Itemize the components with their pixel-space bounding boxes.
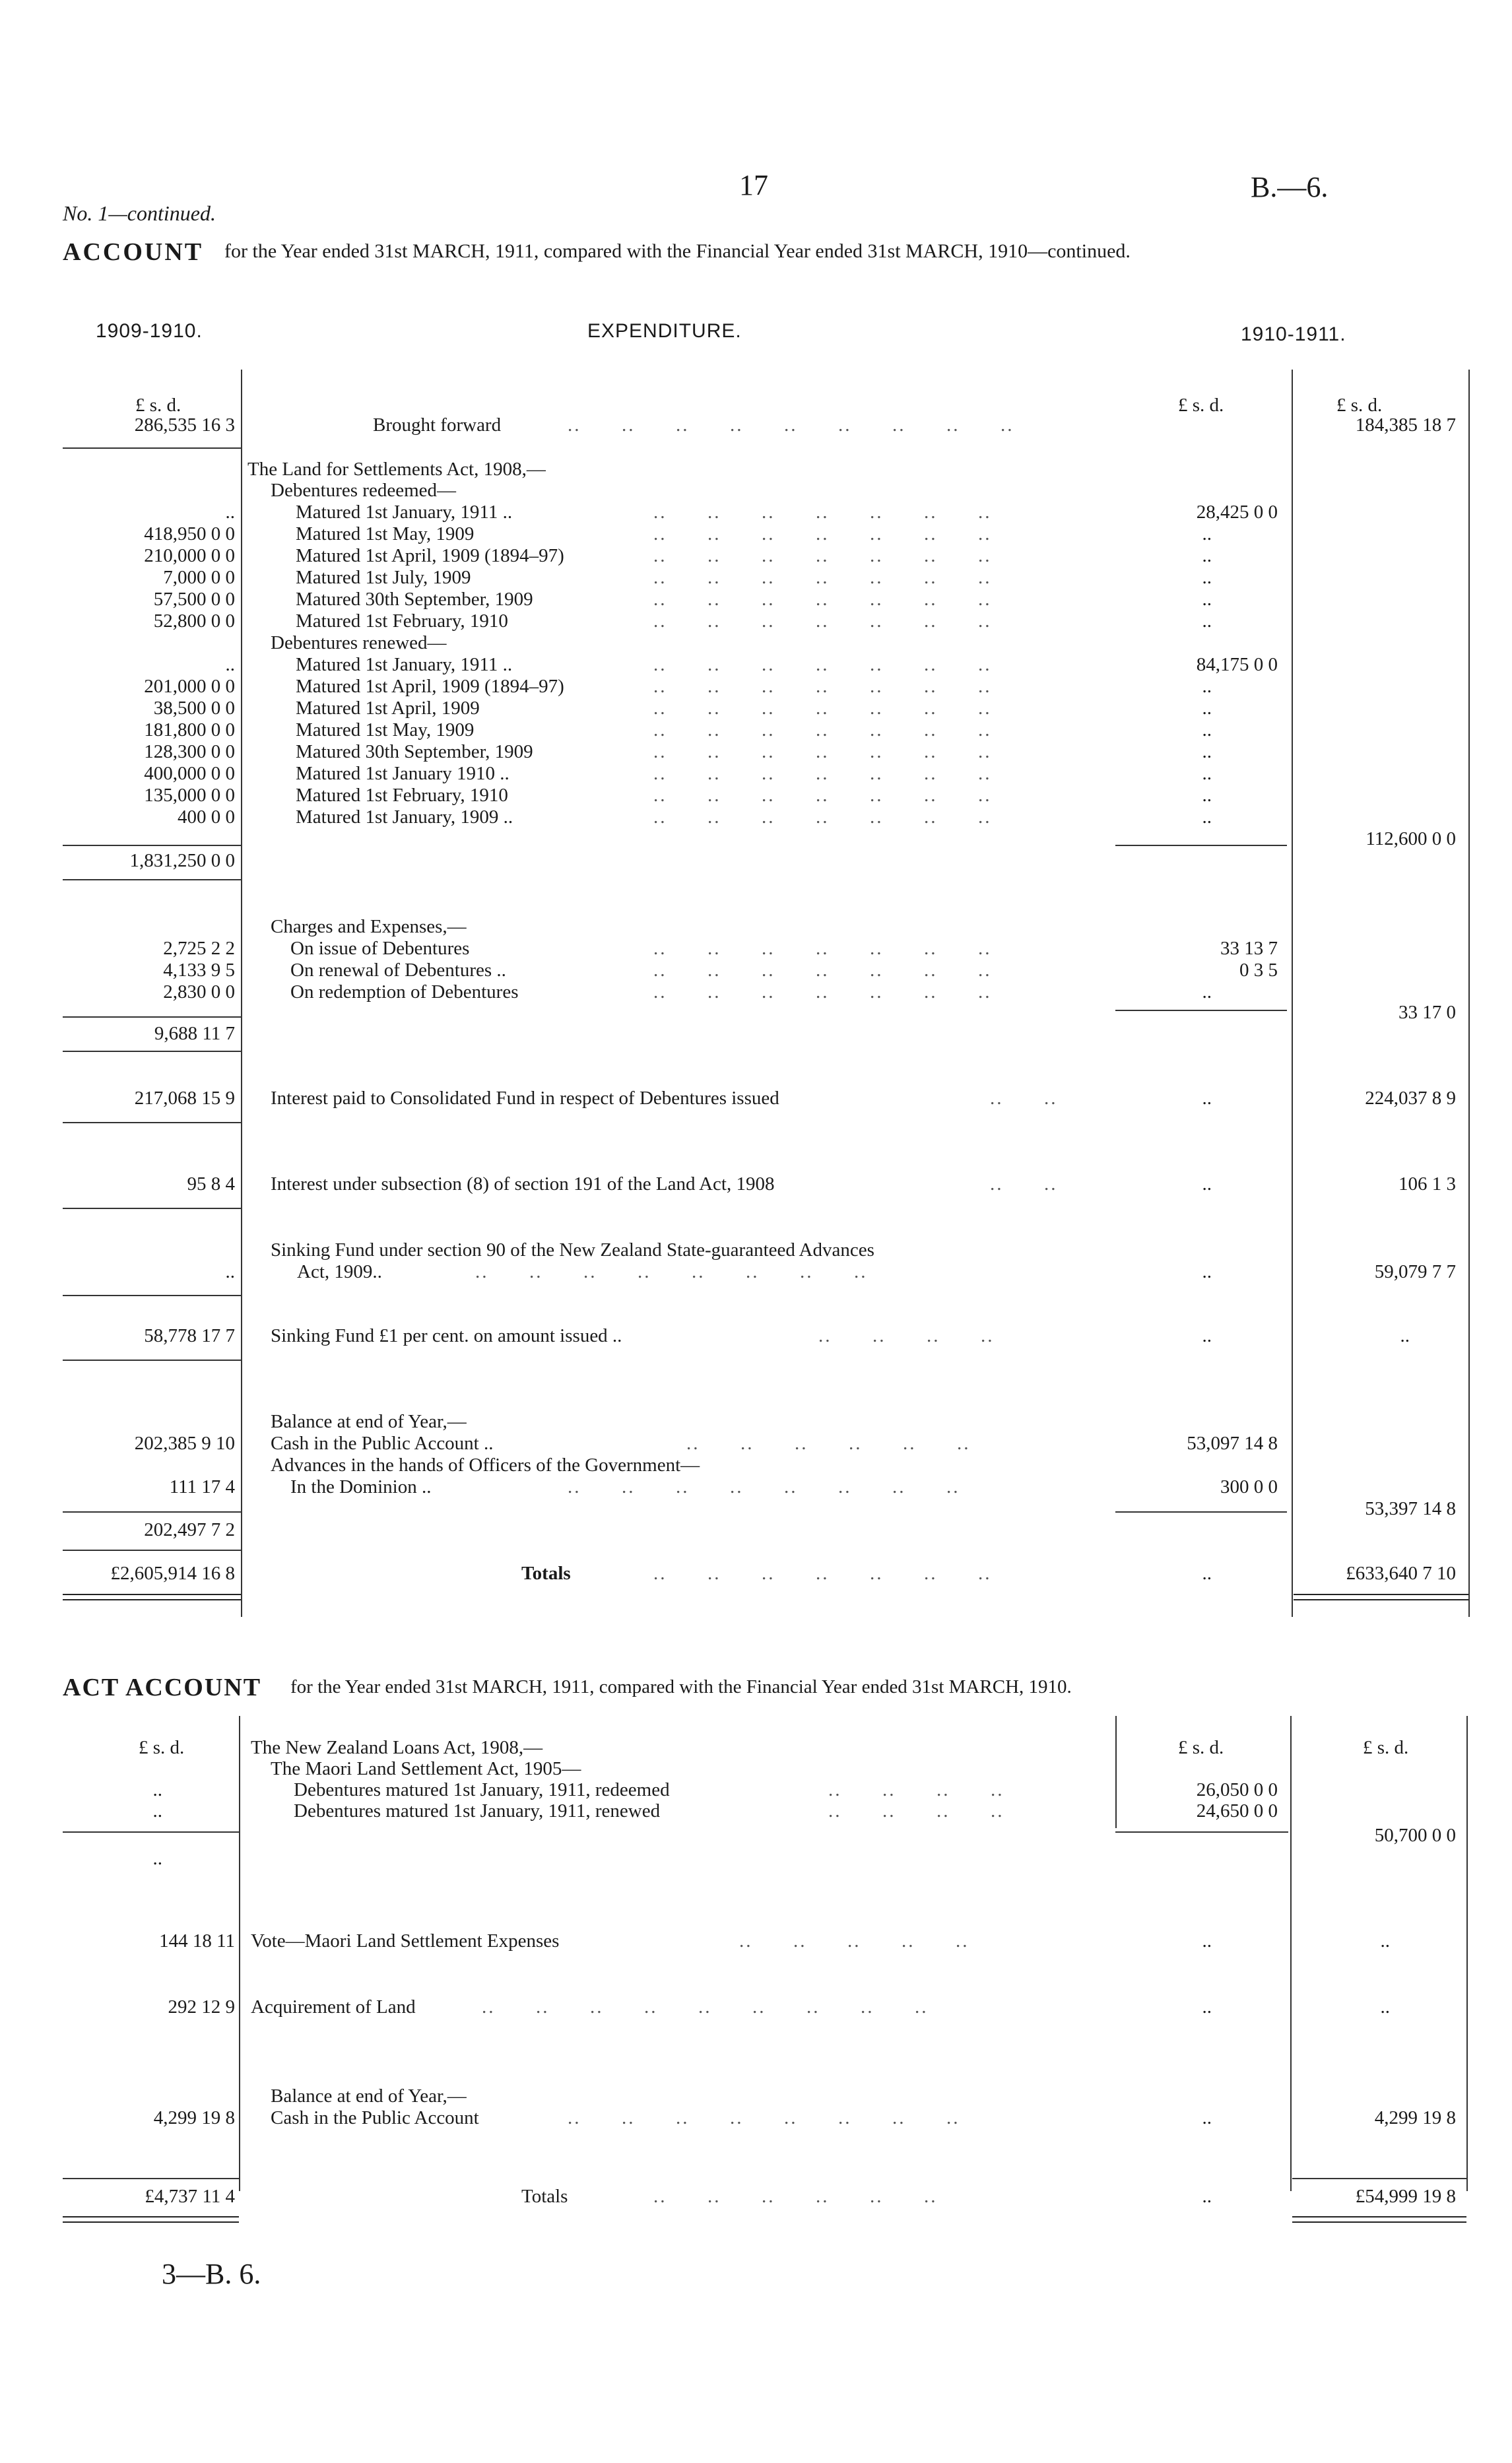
p2-row-mid: 24,650 0 0 — [1196, 1800, 1278, 1822]
sinking90-dots: .. .. .. .. .. .. .. .. — [475, 1261, 868, 1282]
sinking1-mid: .. — [1202, 1325, 1212, 1346]
p2-rule-inner — [1115, 1716, 1117, 1828]
bf-rule — [63, 447, 241, 449]
table-row-mid: .. — [1202, 763, 1212, 784]
table-row-mid: .. — [1202, 567, 1212, 588]
p2-cash-label: Cash in the Public Account — [271, 2107, 479, 2128]
table-row-mid: .. — [1202, 589, 1212, 610]
vote-left: 144 18 11 — [159, 1930, 235, 1952]
balance-subtotal-rule-mid — [1115, 1511, 1287, 1513]
left-year-header: 1909-1910. — [96, 320, 203, 342]
deb-total-left: 1,831,250 0 0 — [129, 850, 235, 871]
act-account-title: for the Year ended 31st MARCH, 1911, compared with the Financial Year ended 31st MARCH, 1910. — [290, 1676, 1072, 1697]
p2-deb-total-left: .. — [152, 1848, 162, 1869]
totals-rule-right-2 — [1294, 1599, 1468, 1600]
table-row-label: Matured 1st April, 1909 (1894–97) — [296, 676, 564, 697]
signature-mark: 3—B. 6. — [162, 2258, 261, 2290]
p2-totals-rule-right-1 — [1292, 2216, 1466, 2217]
table-row-mid: .. — [1202, 698, 1212, 719]
deb-total-right: 112,600 0 0 — [1365, 828, 1456, 849]
p2-totals-left: £4,737 11 4 — [145, 2186, 235, 2207]
advances-heading: Advances in the hands of Officers of the Government— — [271, 1455, 700, 1476]
charge-dots: .. .. .. .. .. .. .. — [653, 981, 992, 1002]
sinking1-rule — [63, 1360, 241, 1361]
p2-row-dots: .. .. .. .. — [828, 1779, 1004, 1800]
no-label: No. 1—continued. — [63, 201, 216, 225]
charges-total-rule — [63, 1051, 241, 1052]
p2-totals-mid: .. — [1202, 2186, 1212, 2207]
sinking90-label1: Sinking Fund under section 90 of the New Zealand State-guaranteed Advances — [271, 1239, 874, 1261]
interest-cf-right: 224,037 8 9 — [1365, 1088, 1456, 1109]
bf-dots: .. .. .. .. .. .. .. .. .. — [568, 414, 1014, 436]
table-row-mid: .. — [1202, 785, 1212, 806]
interest-cf-mid: .. — [1202, 1088, 1212, 1109]
acquirement-right: .. — [1380, 1996, 1390, 2018]
p2-currency-right: £ s. d. — [1363, 1737, 1409, 1758]
table-row-label: Matured 30th September, 1909 — [296, 741, 533, 762]
table-row-mid: 28,425 0 0 — [1196, 502, 1278, 523]
totals-rule-left-2 — [63, 1599, 241, 1600]
p2-row-label: Debentures matured 1st January, 1911, renewed — [294, 1800, 661, 1822]
charge-left: 2,830 0 0 — [163, 981, 235, 1002]
charges-total-left: 9,688 11 7 — [154, 1023, 235, 1044]
bf-left: 286,535 16 3 — [134, 414, 235, 436]
cash-public-dots: .. .. .. .. .. .. — [686, 1433, 971, 1454]
charge-mid: 33 13 7 — [1220, 938, 1278, 959]
vote-label: Vote—Maori Land Settlement Expenses — [251, 1930, 560, 1952]
balance-total-right: 53,397 14 8 — [1365, 1498, 1456, 1519]
charges-subtotal-rule-mid — [1115, 1010, 1287, 1011]
table-row-left: 418,950 0 0 — [144, 523, 235, 544]
table-row-left: 210,000 0 0 — [144, 545, 235, 566]
p2-rule-mid — [1290, 1716, 1292, 2191]
table-row-label: Matured 1st February, 1910 — [296, 785, 508, 806]
charge-mid: 0 3 5 — [1239, 960, 1278, 981]
interest-sub-mid: .. — [1202, 1173, 1212, 1195]
document-ref: B.—6. — [1251, 171, 1329, 203]
sinking1-right: .. — [1400, 1325, 1410, 1346]
p2-totals-right: £54,999 19 8 — [1355, 2186, 1456, 2207]
sinking90-left: .. — [225, 1261, 235, 1282]
p2-subtotal-rule-left — [63, 1831, 239, 1833]
table-row-label: Matured 1st April, 1909 — [296, 698, 480, 719]
p2-cash-left: 4,299 19 8 — [153, 2107, 235, 2128]
table-row-left: 128,300 0 0 — [144, 741, 235, 762]
table-row-left: 201,000 0 0 — [144, 676, 235, 697]
right-year-header: 1910-1911. — [1241, 323, 1346, 345]
table-row-left: .. — [225, 502, 235, 523]
interest-sub-rule — [63, 1208, 241, 1209]
sinking1-dots: .. .. .. .. — [818, 1325, 995, 1346]
charge-label: On renewal of Debentures .. — [290, 960, 506, 981]
p2-totals-label: Totals — [521, 2186, 568, 2207]
sinking90-label2: Act, 1909.. — [297, 1261, 382, 1282]
expenditure-header: EXPENDITURE. — [587, 320, 742, 342]
table-row-mid: .. — [1202, 523, 1212, 544]
in-dominion-label: In the Dominion .. — [290, 1476, 432, 1497]
vote-mid: .. — [1202, 1930, 1212, 1952]
interest-cf-rule — [63, 1122, 241, 1123]
table-row-mid: .. — [1202, 676, 1212, 697]
table-row-label: Matured 1st July, 1909 — [296, 567, 471, 588]
acquirement-label: Acquirement of Land — [251, 1996, 416, 2018]
bf-right: 184,385 18 7 — [1355, 414, 1456, 436]
currency-left: £ s. d. — [135, 395, 181, 416]
totals-rule-right-1 — [1294, 1594, 1468, 1595]
table-row-label: Matured 1st January, 1911 .. — [296, 502, 513, 523]
sinking90-mid: .. — [1202, 1261, 1212, 1282]
p2-cash-dots: .. .. .. .. .. .. .. .. — [568, 2107, 960, 2128]
interest-cf-label: Interest paid to Consolidated Fund in respect of Debentures issued — [271, 1088, 779, 1109]
deb-total-rule — [63, 879, 241, 880]
p2-rule-right — [1466, 1716, 1468, 2191]
account-word: ACCOUNT — [63, 238, 204, 266]
table-row-left: 7,000 0 0 — [163, 567, 235, 588]
acquirement-left: 292 12 9 — [168, 1996, 235, 2018]
loans-heading: The New Zealand Loans Act, 1908,— — [251, 1737, 543, 1758]
p2-balance-heading: Balance at end of Year,— — [271, 2085, 467, 2107]
charge-label: On redemption of Debentures — [290, 981, 519, 1002]
p2-cash-mid: .. — [1202, 2107, 1212, 2128]
p2-totals-rule-top-left — [63, 2178, 239, 2179]
currency-right: £ s. d. — [1336, 395, 1383, 416]
p2-row-left: .. — [152, 1800, 162, 1822]
totals-mid: .. — [1202, 1563, 1212, 1584]
balance-subtotal-rule-left — [63, 1511, 241, 1513]
currency-mid: £ s. d. — [1178, 395, 1224, 416]
p2-totals-rule-left-1 — [63, 2216, 239, 2217]
table-row-left: .. — [225, 654, 235, 675]
balance-heading: Balance at end of Year,— — [271, 1411, 467, 1432]
p2-row-label: Debentures matured 1st January, 1911, redeemed — [294, 1779, 670, 1800]
table-row-left: 57,500 0 0 — [153, 589, 235, 610]
charge-dots: .. .. .. .. .. .. .. — [653, 960, 992, 981]
interest-sub-left: 95 8 4 — [187, 1173, 235, 1195]
totals-dots: .. .. .. .. .. .. .. — [653, 1563, 992, 1584]
page-number: 17 — [739, 169, 768, 201]
table-row-label: Matured 1st January, 1911 .. — [296, 654, 513, 675]
charges-heading: Charges and Expenses,— — [271, 916, 467, 937]
p2-currency-left: £ s. d. — [139, 1737, 185, 1758]
charge-left: 2,725 2 2 — [163, 938, 235, 959]
p2-rule-left — [239, 1716, 240, 2191]
table-row-label: Matured 30th September, 1909 — [296, 589, 533, 610]
sinking90-rule — [63, 1295, 241, 1296]
table-row-mid: .. — [1202, 610, 1212, 632]
redeemed-heading: Debentures redeemed— — [271, 480, 457, 501]
table-row-mid: .. — [1202, 741, 1212, 762]
cash-public-mid: 53,097 14 8 — [1187, 1433, 1278, 1454]
p2-currency-mid: £ s. d. — [1178, 1737, 1224, 1758]
p2-row-dots: .. .. .. .. — [828, 1800, 1004, 1822]
totals-rule-left-1 — [63, 1594, 241, 1595]
sinking1-label: Sinking Fund £1 per cent. on amount issued .. — [271, 1325, 622, 1346]
acquirement-dots: .. .. .. .. .. .. .. .. .. — [482, 1996, 929, 2018]
totals-right: £633,640 7 10 — [1346, 1563, 1456, 1584]
totals-left: £2,605,914 16 8 — [110, 1563, 235, 1584]
deb-subtotal-rule-left — [63, 845, 241, 846]
table-row-left: 400 0 0 — [178, 806, 235, 828]
p2-row-mid: 26,050 0 0 — [1196, 1779, 1278, 1800]
interest-sub-right: 106 1 3 — [1398, 1173, 1456, 1195]
charges-total-right: 33 17 0 — [1398, 1002, 1456, 1023]
in-dominion-left: 111 17 4 — [169, 1476, 235, 1497]
cash-public-left: 202,385 9 10 — [134, 1433, 235, 1454]
interest-sub-dots: .. .. — [990, 1173, 1058, 1195]
table-row-mid: .. — [1202, 545, 1212, 566]
p2-subtotal-rule-mid — [1115, 1831, 1288, 1833]
p2-cash-right: 4,299 19 8 — [1374, 2107, 1456, 2128]
vote-dots: .. .. .. .. .. — [739, 1930, 970, 1952]
charge-label: On issue of Debentures — [290, 938, 470, 959]
charge-left: 4,133 9 5 — [163, 960, 235, 981]
p2-totals-rule-top-right — [1292, 2178, 1466, 2179]
table-row-mid: .. — [1202, 719, 1212, 740]
p2-totals-rule-left-2 — [63, 2221, 239, 2223]
balance-total-left: 202,497 7 2 — [144, 1519, 235, 1540]
maori-heading: The Maori Land Settlement Act, 1905— — [271, 1758, 581, 1779]
rule-left — [241, 370, 242, 1617]
table-row-label: Matured 1st February, 1910 — [296, 610, 508, 632]
rule-mid — [1292, 370, 1293, 1617]
p2-totals-dots: .. .. .. .. .. .. — [653, 2186, 938, 2207]
account-title: for the Year ended 31st MARCH, 1911, compared with the Financial Year ended 31st MARCH, 1910—continued. — [224, 240, 1131, 262]
table-row-left: 38,500 0 0 — [153, 698, 235, 719]
interest-cf-dots: .. .. — [990, 1088, 1058, 1109]
rule-right — [1468, 370, 1470, 1617]
renewed-heading: Debentures renewed— — [271, 632, 447, 653]
interest-cf-left: 217,068 15 9 — [134, 1088, 235, 1109]
table-row-label: Matured 1st May, 1909 — [296, 523, 475, 544]
sinking1-left: 58,778 17 7 — [144, 1325, 235, 1346]
table-row-label: Matured 1st January, 1909 .. — [296, 806, 513, 828]
table-row-mid: .. — [1202, 806, 1212, 828]
p2-totals-rule-right-2 — [1292, 2221, 1466, 2223]
in-dominion-mid: 300 0 0 — [1220, 1476, 1278, 1497]
p2-deb-total-right: 50,700 0 0 — [1374, 1825, 1456, 1846]
table-row-mid: 84,175 0 0 — [1196, 654, 1278, 675]
totals-label: Totals — [521, 1563, 571, 1584]
table-row-left: 181,800 0 0 — [144, 719, 235, 740]
cash-public-label: Cash in the Public Account .. — [271, 1433, 494, 1454]
acquirement-mid: .. — [1202, 1996, 1212, 2018]
vote-right: .. — [1380, 1930, 1390, 1952]
table-row-left: 52,800 0 0 — [153, 610, 235, 632]
deb-subtotal-rule-mid — [1115, 845, 1287, 846]
charge-dots: .. .. .. .. .. .. .. — [653, 938, 992, 959]
charge-mid: .. — [1202, 981, 1212, 1002]
bf-label: Brought forward — [373, 414, 502, 436]
table-row-left: 400,000 0 0 — [144, 763, 235, 784]
act-account-word: ACT ACCOUNT — [63, 1674, 262, 1701]
sinking90-right: 59,079 7 7 — [1374, 1261, 1456, 1282]
interest-sub-label: Interest under subsection (8) of section 191 of the Land Act, 1908 — [271, 1173, 775, 1195]
p2-row-left: .. — [152, 1779, 162, 1800]
table-row-label: Matured 1st April, 1909 (1894–97) — [296, 545, 564, 566]
charges-subtotal-rule-left — [63, 1016, 241, 1018]
table-row-label: Matured 1st May, 1909 — [296, 719, 475, 740]
in-dominion-dots: .. .. .. .. .. .. .. .. — [568, 1476, 960, 1497]
table-row-label: Matured 1st January 1910 .. — [296, 763, 509, 784]
balance-total-rule — [63, 1550, 241, 1551]
lsa-heading: The Land for Settlements Act, 1908,— — [247, 459, 546, 480]
table-row-left: 135,000 0 0 — [144, 785, 235, 806]
